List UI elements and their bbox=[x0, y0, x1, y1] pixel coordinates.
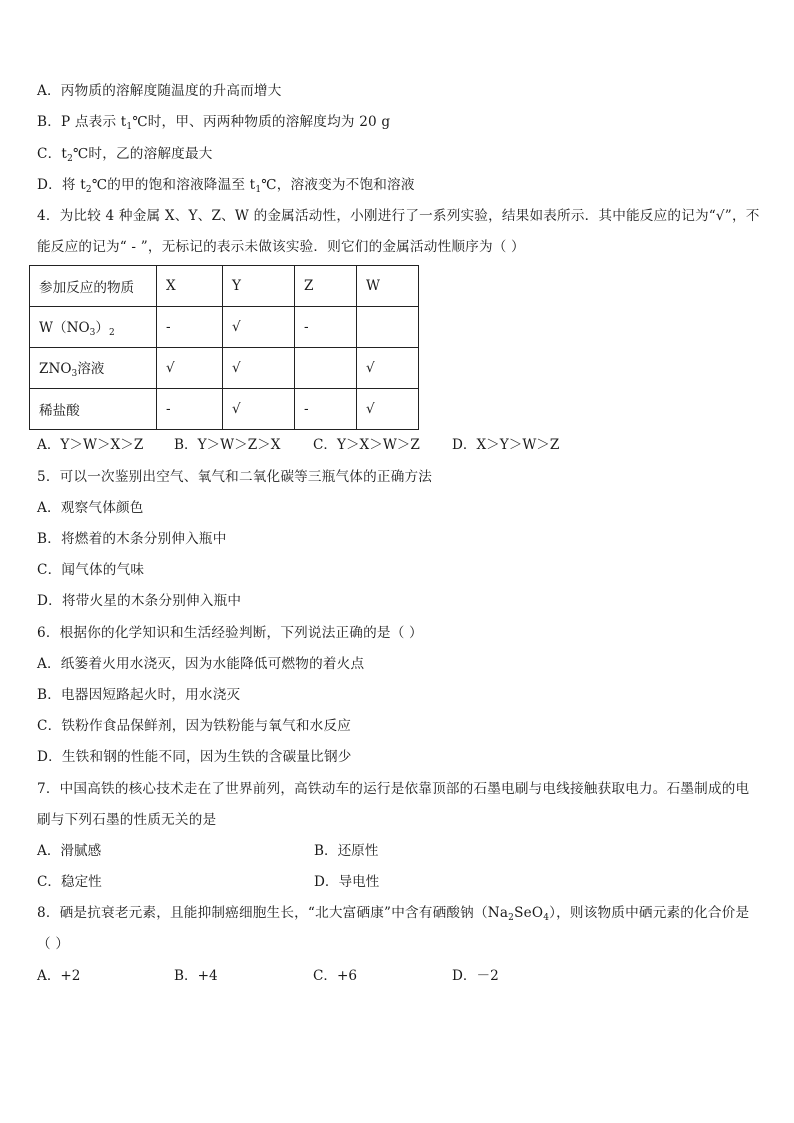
q3-d-subscript-1: 2 bbox=[85, 185, 92, 195]
q3-b-text-1: B．P 点表示 t bbox=[37, 114, 127, 130]
q8-stem-line-2: （ ） bbox=[37, 936, 70, 952]
table-row-label bbox=[30, 348, 157, 389]
q3-option-a bbox=[37, 82, 282, 100]
q5-option-d: D．将带火星的木条分别伸入瓶中 bbox=[37, 593, 242, 609]
q3-option-a-text: A．丙物质的溶解度随温度的升高而增大 bbox=[37, 83, 282, 99]
q6-stem: 6．根据你的化学知识和生活经验判断，下列说法正确的是（ ） bbox=[37, 625, 423, 641]
q8-subscript-1: 2 bbox=[508, 913, 515, 923]
row-label-subscript-2: 2 bbox=[108, 328, 115, 338]
q8-text-1: 8．硒是抗衰老元素，且能抑制癌细胞生长，“北大富硒康”中含有硒酸钠（Na bbox=[37, 905, 509, 921]
row-label-subscript: 3 bbox=[71, 369, 78, 379]
q8-option-d: D．－2 bbox=[452, 968, 499, 984]
q8-text-3: ），则该物质中硒元素的化合价是 bbox=[549, 905, 750, 921]
table-header-cell: Z bbox=[295, 266, 357, 307]
q7-option-d: D．导电性 bbox=[314, 874, 380, 890]
row-label-text-2: ） bbox=[95, 320, 109, 336]
row-label-subscript-1: 3 bbox=[89, 328, 96, 338]
q4-stem-line-2 bbox=[37, 238, 525, 256]
q6-option-d: D．生铁和钢的性能不同，因为生铁的含碳量比钢少 bbox=[37, 749, 352, 765]
table-cell: √ bbox=[223, 389, 295, 430]
table-cell: √ bbox=[357, 389, 419, 430]
q4-option-a: A．Y＞W＞X＞Z bbox=[37, 437, 144, 453]
table-row bbox=[30, 348, 419, 389]
row-label-text-1: W（NO bbox=[39, 320, 90, 336]
table-cell bbox=[295, 348, 357, 389]
table-cell: √ bbox=[223, 348, 295, 389]
q4-stem-text-1: 4．为比较 4 种金属 X、Y、Z、W 的金属活动性，小刚进行了一系列实验，结果如表所示．其中能反应的记为“√”，不 bbox=[37, 208, 760, 224]
table-cell bbox=[357, 307, 419, 348]
q3-option-c bbox=[37, 145, 213, 168]
q6-option-a: A．纸篓着火用水浇灭，因为水能降低可燃物的着火点 bbox=[37, 656, 365, 672]
q5-option-a: A．观察气体颜色 bbox=[37, 500, 144, 516]
q3-b-text-2: ℃时，甲、丙两种物质的溶解度均为 20 g bbox=[132, 114, 391, 130]
table-header-row bbox=[30, 266, 419, 307]
q7-option-b: B．还原性 bbox=[314, 843, 379, 859]
table-cell: - bbox=[157, 389, 223, 430]
q8-stem-line-1 bbox=[37, 904, 749, 927]
table-cell: - bbox=[295, 389, 357, 430]
q6-option-b: B．电器因短路起火时，用水浇灭 bbox=[37, 687, 241, 703]
q5-stem: 5．可以一次鉴别出空气、氧气和二氧化碳等三瓶气体的正确方法 bbox=[37, 469, 433, 485]
q4-stem-text-2: 能反应的记为“ - ”，无标记的表示未做该实验．则它们的金属活动性顺序为（ ） bbox=[37, 239, 525, 255]
table-cell: √ bbox=[157, 348, 223, 389]
q5-option-b: B．将燃着的木条分别伸入瓶中 bbox=[37, 531, 227, 547]
table-header-cell: W bbox=[357, 266, 419, 307]
q3-d-subscript-2: 1 bbox=[255, 185, 262, 195]
table-header-cell: X bbox=[157, 266, 223, 307]
q8-option-b: B．+4 bbox=[174, 968, 218, 984]
q3-b-subscript: 1 bbox=[126, 122, 133, 132]
q7-option-c: C．稳定性 bbox=[37, 874, 102, 890]
q4-stem-line-1 bbox=[37, 207, 760, 225]
q8-subscript-2: 4 bbox=[543, 913, 550, 923]
q8-option-a: A．+2 bbox=[37, 968, 81, 984]
q3-c-text-2: ℃时，乙的溶解度最大 bbox=[73, 146, 213, 162]
table-row bbox=[30, 389, 419, 430]
q4-option-b: B．Y＞W＞Z＞X bbox=[174, 437, 281, 453]
table-row-label: 稀盐酸 bbox=[30, 389, 157, 430]
q4-option-d: D．X＞Y＞W＞Z bbox=[452, 437, 560, 453]
q7-stem-line-2: 刷与下列石墨的性质无关的是 bbox=[37, 812, 217, 828]
q3-d-text-1: D．将 t bbox=[37, 177, 86, 193]
row-label-text-2: 溶液 bbox=[77, 361, 105, 377]
q7-option-a: A．滑腻感 bbox=[37, 843, 102, 859]
q3-option-b bbox=[37, 113, 390, 136]
q8-text-2: SeO bbox=[514, 905, 544, 921]
table-header-cell: Y bbox=[223, 266, 295, 307]
q8-option-c: C．+6 bbox=[313, 968, 358, 984]
q4-result-table bbox=[29, 265, 419, 430]
q6-option-c: C．铁粉作食品保鲜剂，因为铁粉能与氧气和水反应 bbox=[37, 718, 352, 734]
table-cell: - bbox=[295, 307, 357, 348]
q3-d-text-3: ℃，溶液变为不饱和溶液 bbox=[261, 177, 415, 193]
q5-option-c: C．闻气体的气味 bbox=[37, 562, 145, 578]
q7-stem-line-1: 7．中国高铁的核心技术走在了世界前列，高铁动车的运行是依靠顶部的石墨电刷与电线接触获取电力。石墨制成的电 bbox=[37, 781, 750, 797]
table-cell: - bbox=[157, 307, 223, 348]
table-row-label bbox=[30, 307, 157, 348]
q4-option-c: C．Y＞X＞W＞Z bbox=[313, 437, 420, 453]
table-row bbox=[30, 307, 419, 348]
row-label-text-1: ZNO bbox=[39, 361, 72, 377]
table-cell: √ bbox=[357, 348, 419, 389]
q3-option-d bbox=[37, 176, 415, 199]
table-header-cell: 参加反应的物质 bbox=[30, 266, 157, 307]
q3-c-text-1: C．t bbox=[37, 146, 68, 162]
table-cell: √ bbox=[223, 307, 295, 348]
q3-c-subscript: 2 bbox=[67, 154, 73, 164]
q3-d-text-2: ℃的甲的饱和溶液降温至 t bbox=[91, 177, 256, 193]
